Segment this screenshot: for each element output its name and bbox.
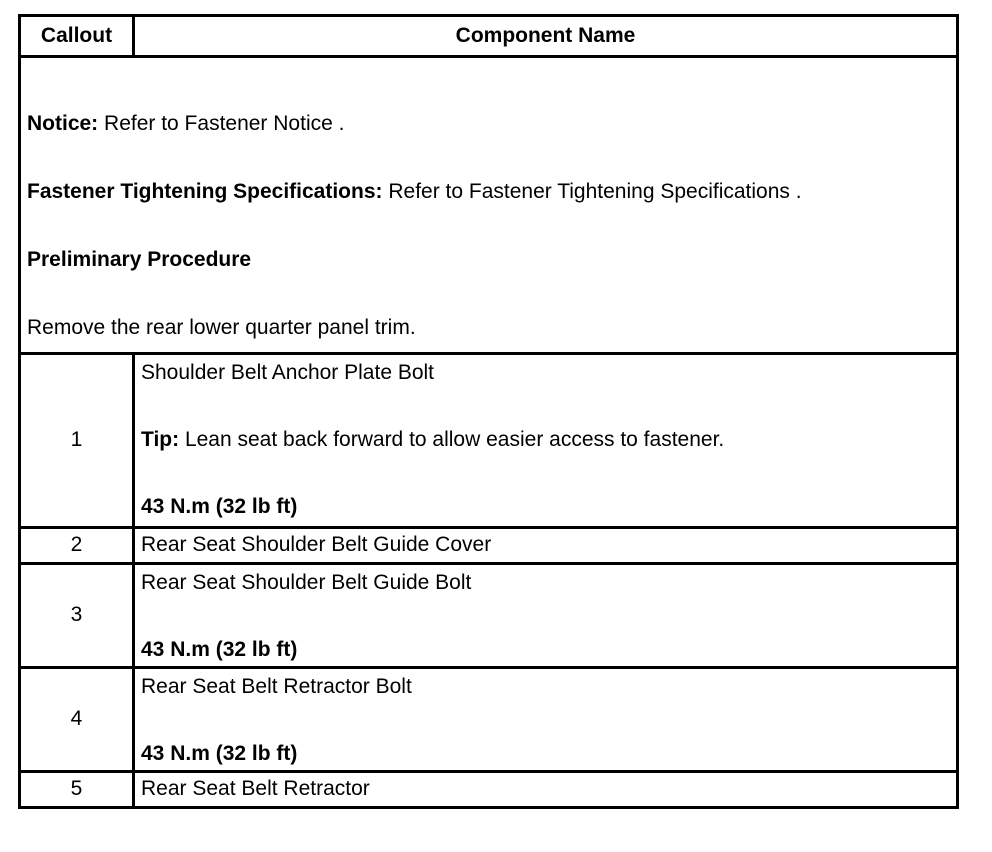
intro-row <box>20 57 958 354</box>
tip-text: Lean seat back forward to allow easier access to fastener. <box>179 428 725 452</box>
torque-spec: 43 N.m (32 lb ft) <box>141 495 298 519</box>
fastener-spec-text: Refer to Fastener Tightening Specifications . <box>382 180 802 203</box>
component-name: Rear Seat Belt Retractor Bolt <box>141 675 412 698</box>
torque-spec: 43 N.m (32 lb ft) <box>141 742 298 766</box>
torque-spec: 43 N.m (32 lb ft) <box>141 638 298 662</box>
table-row <box>20 668 958 772</box>
component-cell <box>134 668 958 772</box>
fastener-spec-line <box>27 180 802 204</box>
tip-label: Tip: <box>141 428 180 452</box>
component-table <box>18 14 959 809</box>
fastener-spec-label: Fastener Tightening Specifications: <box>27 180 383 203</box>
table-row <box>20 772 958 808</box>
callout-cell: 4 <box>20 668 134 772</box>
component-name: Shoulder Belt Anchor Plate Bolt <box>141 361 435 384</box>
notice-line <box>27 112 344 136</box>
callout-cell: 2 <box>20 528 134 564</box>
table-row <box>20 564 958 668</box>
table-row <box>20 354 958 528</box>
callout-header: Callout <box>20 16 134 57</box>
preliminary-heading: Preliminary Procedure <box>27 248 252 271</box>
callout-cell: 1 <box>20 354 134 528</box>
callout-cell: 3 <box>20 564 134 668</box>
table-row <box>20 528 958 564</box>
preliminary-text: Remove the rear lower quarter panel trim. <box>27 316 416 339</box>
component-cell <box>134 354 958 528</box>
callout-cell: 5 <box>20 772 134 808</box>
header-row <box>20 16 958 57</box>
component-name: Rear Seat Shoulder Belt Guide Cover <box>134 528 958 564</box>
component-cell <box>134 564 958 668</box>
intro-cell <box>20 57 958 354</box>
notice-text: Refer to Fastener Notice . <box>98 112 345 135</box>
component-name: Rear Seat Shoulder Belt Guide Bolt <box>141 571 472 594</box>
notice-label: Notice: <box>27 112 99 135</box>
tip-line <box>141 428 956 452</box>
component-name-header: Component Name <box>134 16 958 57</box>
component-name: Rear Seat Belt Retractor <box>134 772 958 808</box>
